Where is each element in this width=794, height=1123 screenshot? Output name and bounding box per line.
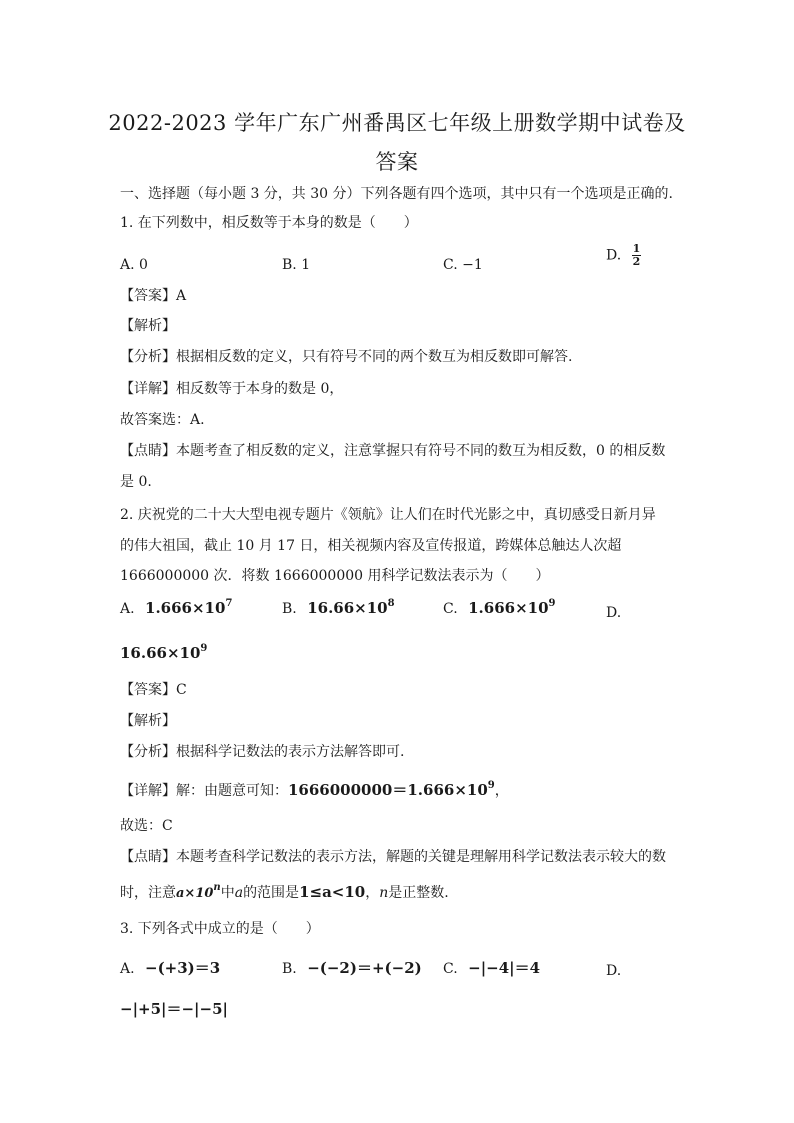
- expr-base: 1666000000＝1.666×10: [288, 781, 488, 799]
- dianjing-expr: [176, 882, 221, 901]
- dianjing-text: 的范围是: [243, 885, 300, 901]
- expr-base: a×10: [176, 886, 214, 901]
- fraction-numerator: 1: [632, 242, 641, 255]
- q3-option-b-expr: −(−2)＝+(−2): [307, 959, 422, 977]
- expr-base: 16.66×10: [120, 644, 201, 662]
- q3-option-a-expr: −(+3)＝3: [145, 959, 221, 977]
- q2-xiangjie: [120, 779, 509, 800]
- doc-title-line2: 答案: [375, 150, 419, 174]
- q3-option-c-expr: −|−4|＝4: [468, 959, 541, 977]
- q2-xiangjie-end: ，: [494, 783, 509, 799]
- dianjing-text: 时，注意: [120, 885, 176, 901]
- expr-exponent: 9: [200, 643, 208, 654]
- expr-exponent: 7: [225, 598, 233, 609]
- dianjing-text: 是正整数.: [388, 885, 449, 901]
- q2-dianjing-2: [120, 882, 449, 902]
- q1-option-d: [606, 243, 641, 268]
- q3-option-d-label: D.: [606, 963, 622, 979]
- expr-exponent: 9: [487, 780, 495, 791]
- expr-exponent: 9: [548, 598, 556, 609]
- q1-dianjing-1: 【点睛】本题考查了相反数的定义，注意掌握只有符号不同的数互为相反数，0 的相反数: [120, 443, 666, 459]
- q2-option-a: [120, 598, 232, 617]
- q3-option-d-math: −|+5|＝−|−5|: [120, 1000, 228, 1018]
- fraction-denominator: 2: [632, 255, 641, 268]
- q3-option-b: [282, 957, 422, 978]
- q3-option-c-label: C.: [443, 961, 458, 977]
- q1-dianjing-2: 是 0.: [120, 474, 152, 490]
- dianjing-range: 1≤a<10: [299, 883, 366, 901]
- q1-fenxi: 【分析】根据相反数的定义，只有符号不同的两个数互为相反数即可解答.: [120, 349, 573, 365]
- q1-option-b: B. 1: [282, 257, 311, 273]
- q3-option-c: [443, 957, 540, 978]
- q3-option-d-expr: [120, 998, 228, 1019]
- q3-option-a-label: A.: [120, 961, 135, 977]
- doc-title-line1: 2022-2023 学年广东广州番禺区七年级上册数学期中试卷及: [108, 111, 686, 135]
- dianjing-text: 中: [220, 885, 235, 901]
- q1-xiangjie: 【详解】相反数等于本身的数是 0，: [120, 381, 344, 397]
- q2-answer: 【答案】C: [120, 682, 187, 698]
- q2-xiangjie-expr: [288, 781, 495, 799]
- q2-dianjing-1: 【点睛】本题考查科学记数法的表示方法，解题的关键是理解用科学记数法表示较大的数: [120, 849, 666, 865]
- q2-xiangjie-label: 【详解】解：由题意可知：: [120, 783, 288, 799]
- q2-stem-3: 1666000000 次．将数 1666000000 用科学记数法表示为（ ）: [120, 568, 550, 584]
- expr-base: 1.666×10: [145, 599, 226, 617]
- q2-option-d: [120, 643, 207, 662]
- expr-exponent: n: [213, 882, 221, 893]
- q1-conclusion: 故答案选：A.: [120, 412, 205, 428]
- q2-analysis: 【解析】: [120, 713, 176, 729]
- expr-base: 1.666×10: [468, 599, 549, 617]
- q2-option-d-label: D.: [606, 605, 622, 621]
- q2-option-a-expr: [145, 599, 232, 617]
- q3-option-b-label: B.: [282, 961, 297, 977]
- variable-a: a: [234, 885, 244, 901]
- q2-stem-2: 的伟大祖国，截止 10 月 17 日，相关视频内容及宣传报道，跨媒体总触达人次超: [120, 538, 622, 554]
- q1-option-c: C. −1: [443, 257, 483, 273]
- q1-answer: 【答案】A: [120, 288, 187, 304]
- q1-option-a: A. 0: [120, 257, 148, 273]
- q1-stem: 1. 在下列数中，相反数等于本身的数是（ ）: [120, 215, 418, 231]
- q3-stem: 3. 下列各式中成立的是（ ）: [120, 921, 320, 937]
- q2-option-c: [443, 598, 556, 617]
- q2-option-c-label: C.: [443, 601, 458, 617]
- q2-option-a-label: A.: [120, 601, 135, 617]
- q2-conclusion: 故选：C: [120, 818, 173, 834]
- q2-option-b-expr: [307, 599, 394, 617]
- dianjing-text: ，: [365, 885, 380, 901]
- q2-option-b: [282, 598, 395, 617]
- expr-exponent: 8: [387, 598, 395, 609]
- q2-option-c-expr: [468, 599, 555, 617]
- q1-analysis: 【解析】: [120, 318, 176, 334]
- q3-option-a: [120, 957, 220, 978]
- expr-base: 16.66×10: [307, 599, 388, 617]
- variable-n: n: [379, 885, 389, 901]
- q2-option-b-label: B.: [282, 601, 297, 617]
- q1-option-d-label: D.: [606, 247, 622, 264]
- q2-fenxi: 【分析】根据科学记数法的表示方法解答即可.: [120, 744, 405, 760]
- q2-option-d-expr: [120, 644, 207, 662]
- q2-stem-1: 2. 庆祝党的二十大大型电视专题片《领航》让人们在时代光影之中，真切感受日新月异: [120, 507, 656, 523]
- q1-option-d-fraction: [632, 243, 642, 268]
- section-heading: 一、选择题（每小题 3 分，共 30 分）下列各题有四个选项，其中只有一个选项是正确的.: [120, 186, 673, 202]
